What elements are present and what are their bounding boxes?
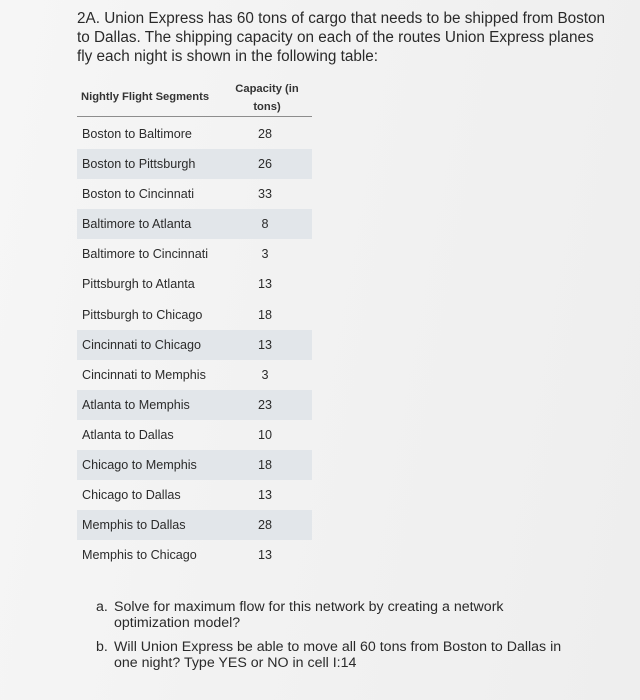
capacity-cell: 3 xyxy=(261,367,269,382)
capacity-cell: 13 xyxy=(257,337,272,352)
capacity-cell: 33 xyxy=(257,187,272,202)
problem-statement xyxy=(77,9,607,66)
capacity-cell: 28 xyxy=(257,518,272,533)
segment-cell: Boston to Cincinnati xyxy=(82,187,195,202)
table-row xyxy=(77,239,312,269)
segment-cell: Atlanta to Dallas xyxy=(82,427,174,442)
capacity-cell: 26 xyxy=(257,157,272,172)
question-text: Solve for maximum flow for this network by creating a network optimization model? xyxy=(114,599,504,631)
header-segment: Nightly Flight Segments xyxy=(81,91,210,103)
header-capacity-line2: tons) xyxy=(253,101,281,113)
question-text: Will Union Express be able to move all 60 tons from Boston to Dallas in one night? Type YES or NO in cell I:14 xyxy=(114,639,562,671)
segment-cell: Boston to Baltimore xyxy=(82,127,192,141)
header-capacity xyxy=(227,80,307,116)
capacity-cell: 18 xyxy=(257,307,272,322)
segment-cell: Memphis to Dallas xyxy=(82,518,186,533)
table-row xyxy=(77,330,312,360)
table-row xyxy=(77,450,312,480)
capacity-table xyxy=(77,78,312,570)
table-row xyxy=(77,179,312,209)
capacity-cell: 3 xyxy=(261,247,269,262)
table-row xyxy=(77,149,312,179)
table-header xyxy=(77,78,312,117)
problem-intro-text: 2A. Union Express has 60 tons of cargo that needs to be shipped from Boston to Dallas. The shipping capacity on each of the routes Union Express planes fly each night is shown in the following table: xyxy=(77,10,606,65)
table-row xyxy=(77,119,312,149)
segment-cell: Chicago to Memphis xyxy=(82,458,197,473)
table-row xyxy=(77,360,312,390)
capacity-cell: 10 xyxy=(257,427,272,442)
table-row xyxy=(77,209,312,239)
capacity-cell: 18 xyxy=(257,458,272,473)
question-a xyxy=(96,599,576,631)
table-row xyxy=(77,269,312,299)
segment-cell: Chicago to Dallas xyxy=(82,488,181,503)
segment-cell: Baltimore to Atlanta xyxy=(82,217,192,232)
question-list xyxy=(96,599,576,679)
table-row xyxy=(77,420,312,450)
capacity-cell: 13 xyxy=(257,488,272,503)
table-row xyxy=(77,510,312,540)
segment-cell: Pittsburgh to Atlanta xyxy=(82,277,195,292)
capacity-cell: 28 xyxy=(257,127,272,141)
segment-cell: Cincinnati to Chicago xyxy=(82,337,202,352)
segment-cell: Atlanta to Memphis xyxy=(82,397,190,412)
capacity-cell: 8 xyxy=(261,217,269,232)
segment-cell: Boston to Pittsburgh xyxy=(82,157,196,172)
header-capacity-line1: Capacity (in xyxy=(235,83,299,95)
question-marker: a. xyxy=(96,599,108,615)
segment-cell: Cincinnati to Memphis xyxy=(82,367,206,382)
capacity-cell: 13 xyxy=(257,277,272,292)
table-row xyxy=(77,480,312,510)
table-body xyxy=(77,119,312,570)
table-row xyxy=(77,300,312,330)
segment-cell: Baltimore to Cincinnati xyxy=(82,247,208,262)
capacity-cell: 23 xyxy=(257,397,272,412)
question-marker: b. xyxy=(96,639,108,655)
segment-cell: Memphis to Chicago xyxy=(82,548,197,563)
question-b xyxy=(96,639,576,671)
table-row xyxy=(77,390,312,420)
table-row xyxy=(77,540,312,570)
capacity-cell: 13 xyxy=(257,548,272,563)
segment-cell: Pittsburgh to Chicago xyxy=(82,307,203,322)
